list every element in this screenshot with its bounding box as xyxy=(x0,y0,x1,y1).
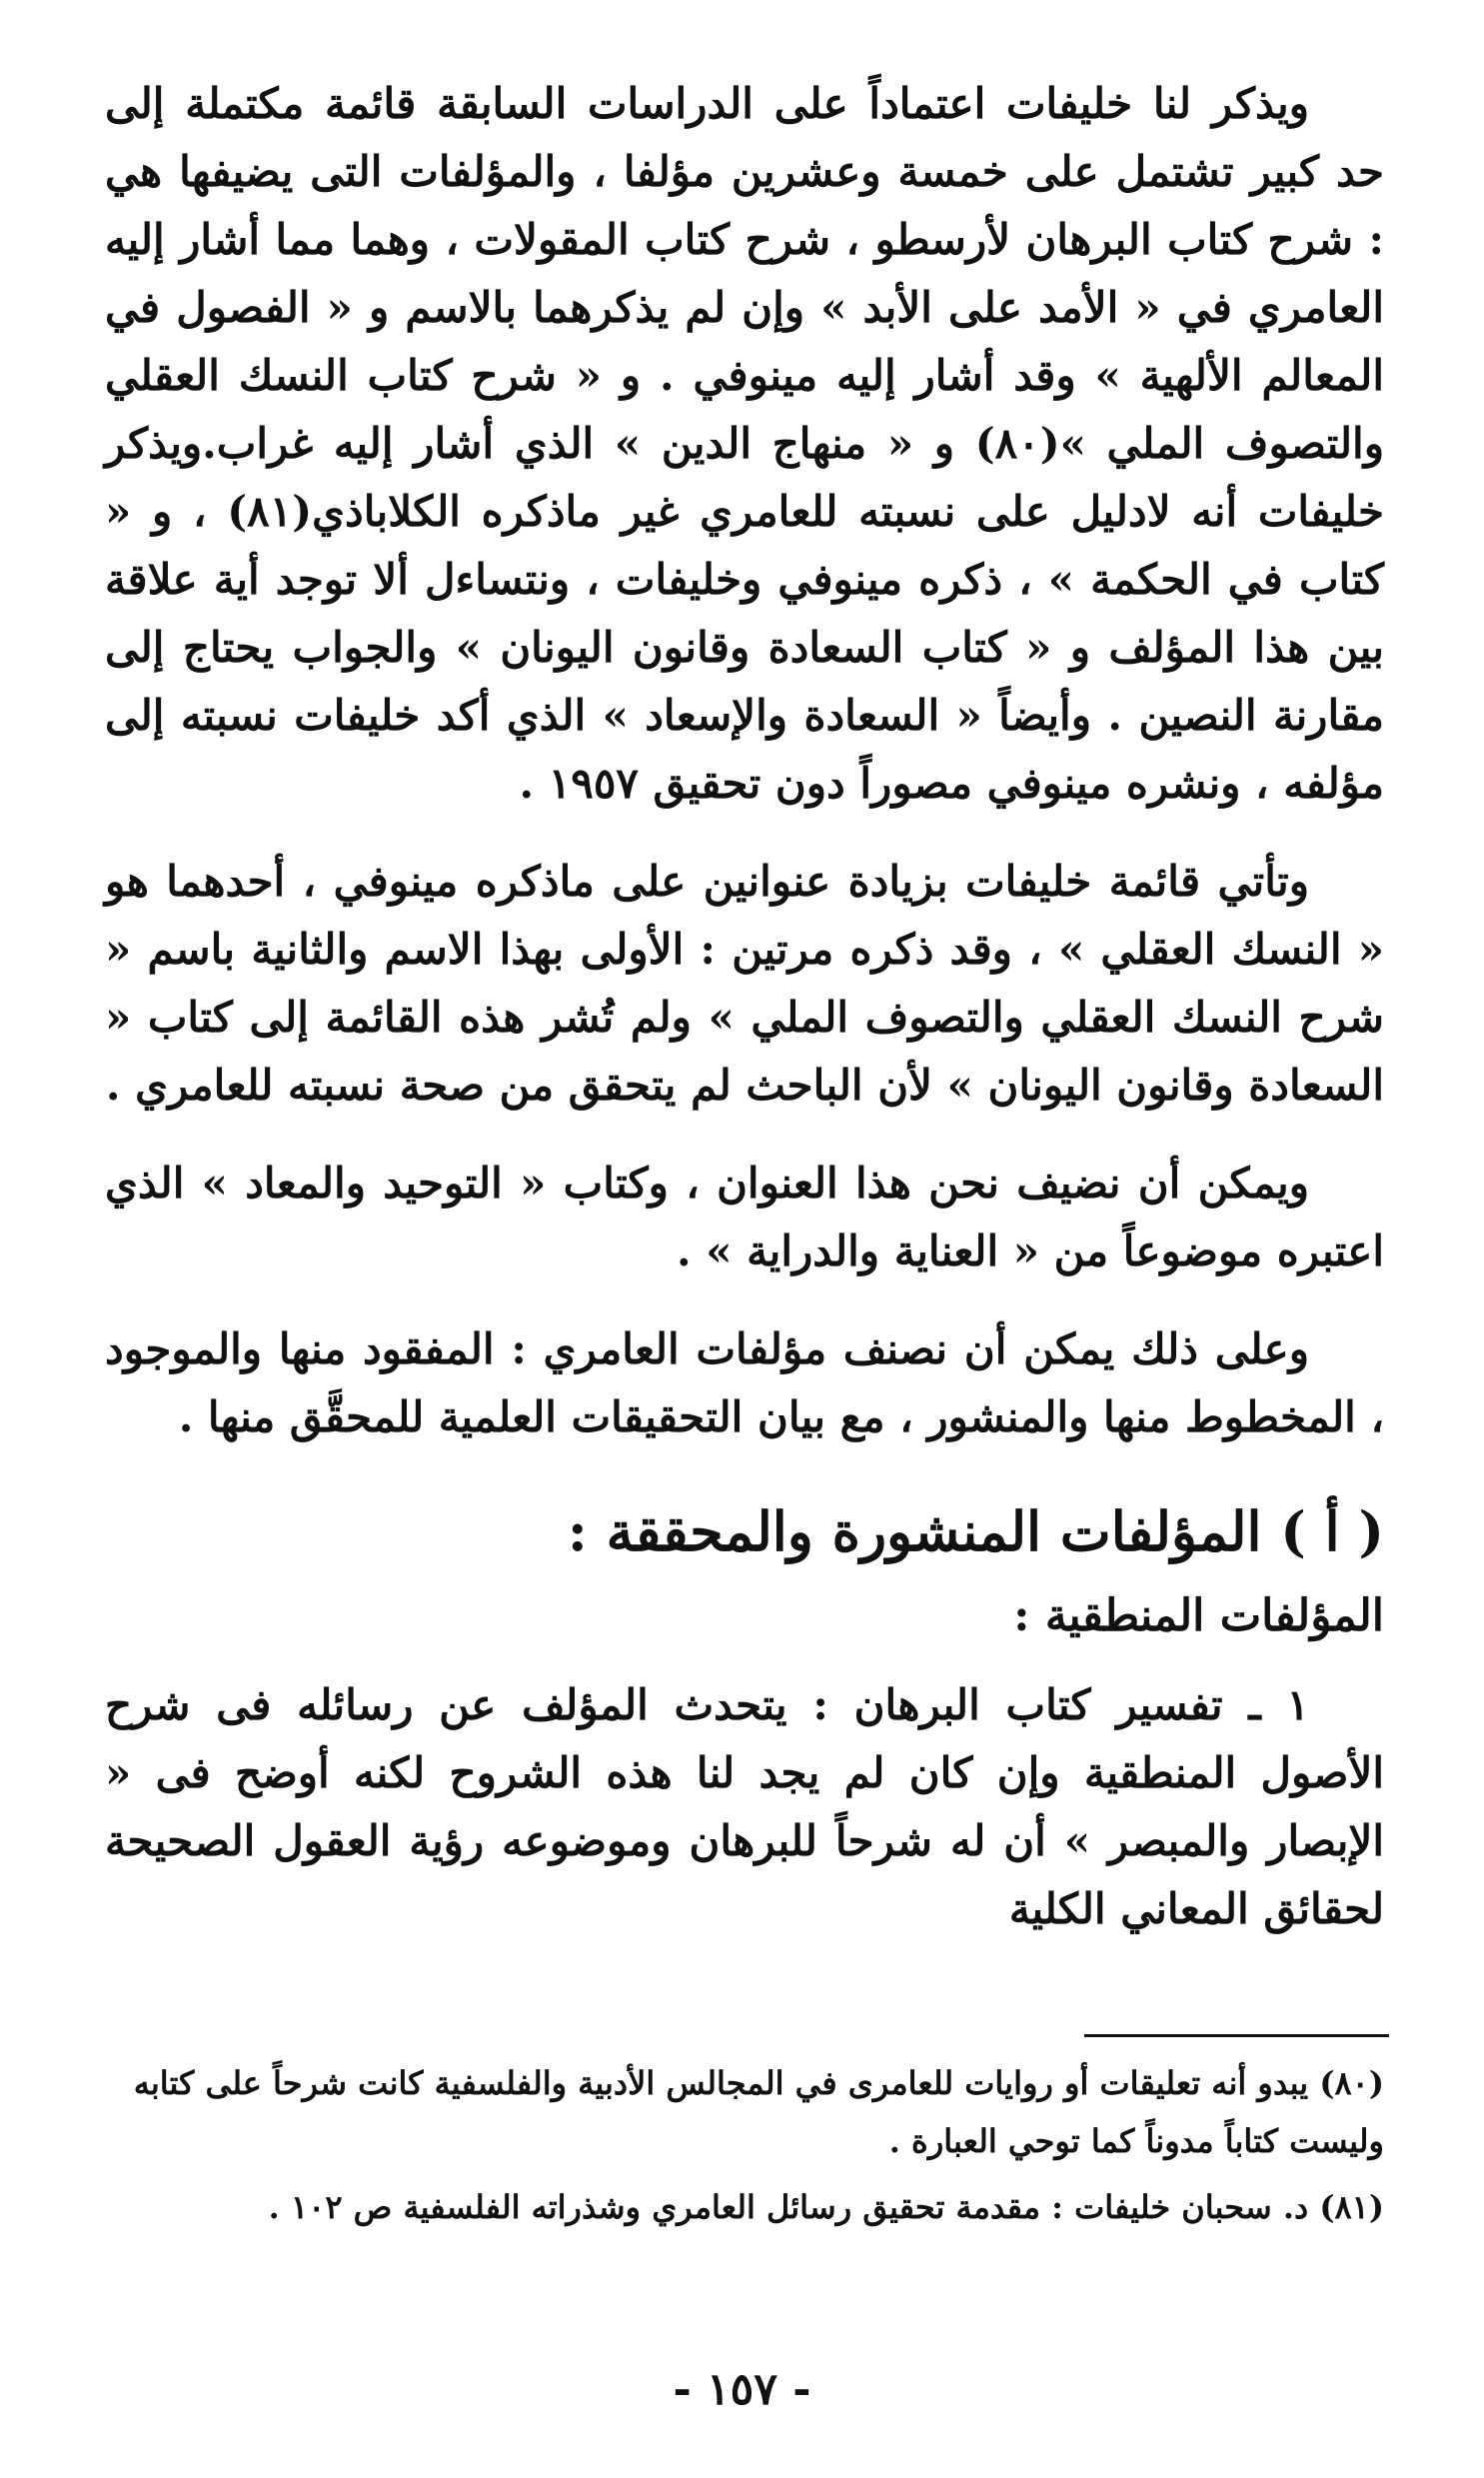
paragraph-2: وتأتي قائمة خليفات بزيادة عنوانين على ماذكره مينوفي ، أحدهما هو « النسك العقلي » ، وقد ذكره مرتين : الأولى بهذا الاسم والثانية باسم « شرح النسك العقلي والتصوف الملي » ولم تُشر هذه القائمة إلى كتاب « السعادة وقانون اليونان » لأن الباحث لم يتحقق من صحة نسبته للعامري . xyxy=(105,857,1384,1110)
paragraph-4: وعلى ذلك يمكن أن نصنف مؤلفات العامري : المفقود منها والموجود ، المخطوط منها والمنشور ، مع بيان التحقيقات العلمية للمحقَّق منها . xyxy=(105,1324,1384,1441)
section-subheading: المؤلفات المنطقية : xyxy=(1013,1590,1384,1641)
footnotes xyxy=(105,2054,1384,2244)
page-number: - ١٥٧ - xyxy=(673,2364,811,2415)
paragraph-1: ويذكر لنا خليفات اعتماداً على الدراسات السابقة قائمة مكتملة إلى حد كبير تشتمل على خمسة وعشرين مؤلفا ، والمؤلفات التى يضيفها هي : شرح كتاب البرهان لأرسطو ، شرح كتاب المقولات ، وهما مما أشار إليه العامري في « الأمد على الأبد » وإن لم يذكرهما بالاسم و « الفصول في المعالم الألهية » وقد أشار إليه مينوفي . و « شرح كتاب النسك العقلي والتصوف الملي »(٨٠) و « منهاج الدين » الذي أشار إليه غراب.ويذكر خليفات أنه لادليل على نسبته للعامري غير ماذكره الكلاباذي(٨١) ، و « كتاب في الحكمة » ، ذكره مينوفي وخليفات ، ونتساءل ألا توجد أية علاقة بين هذا المؤلف و « كتاب السعادة وقانون اليونان » والجواب يحتاج إلى مقارنة النصين . وأيضاً « السعادة والإسعاد » الذي أكد خليفات نسبته إلى مؤلفه ، ونشره مينوفي مصوراً دون تحقيق ١٩٥٧ . xyxy=(105,79,1384,808)
footnote-81: (٨١) د. سحبان خليفات : مقدمة تحقيق رسائل العامري وشذراته الفلسفية ص ١٠٢ . xyxy=(268,2188,1384,2226)
footnote-80: (٨٠) يبدو أنه تعليقات أو روايات للعامرى في المجالس الأدبية والفلسفية كانت شرحاً على كتابه وليست كتاباً مدوناً كما توحي العبارة . xyxy=(133,2064,1384,2160)
paragraph-3: ويمكن أن نضيف نحن هذا العنوان ، وكتاب « التوحيد والمعاد » الذي اعتبره موضوعاً من « العناية والدراية » . xyxy=(105,1159,1384,1275)
list-item-1: ١ ـ تفسير كتاب البرهان : يتحدث المؤلف عن رسائله فى شرح الأصول المنطقية وإن كان لم يجد لنا هذه الشروح لكنه أوضح فى « الإبصار والمبصر » أن له شرحاً للبرهان وموضوعه رؤية العقول الصحيحة لحقائق المعاني الكلية xyxy=(105,1680,1385,1933)
section-heading: ( أ ) المؤلفات المنشورة والمحققة : xyxy=(567,1499,1384,1563)
main-text xyxy=(105,70,1384,1973)
footnote-divider xyxy=(1084,2034,1389,2037)
